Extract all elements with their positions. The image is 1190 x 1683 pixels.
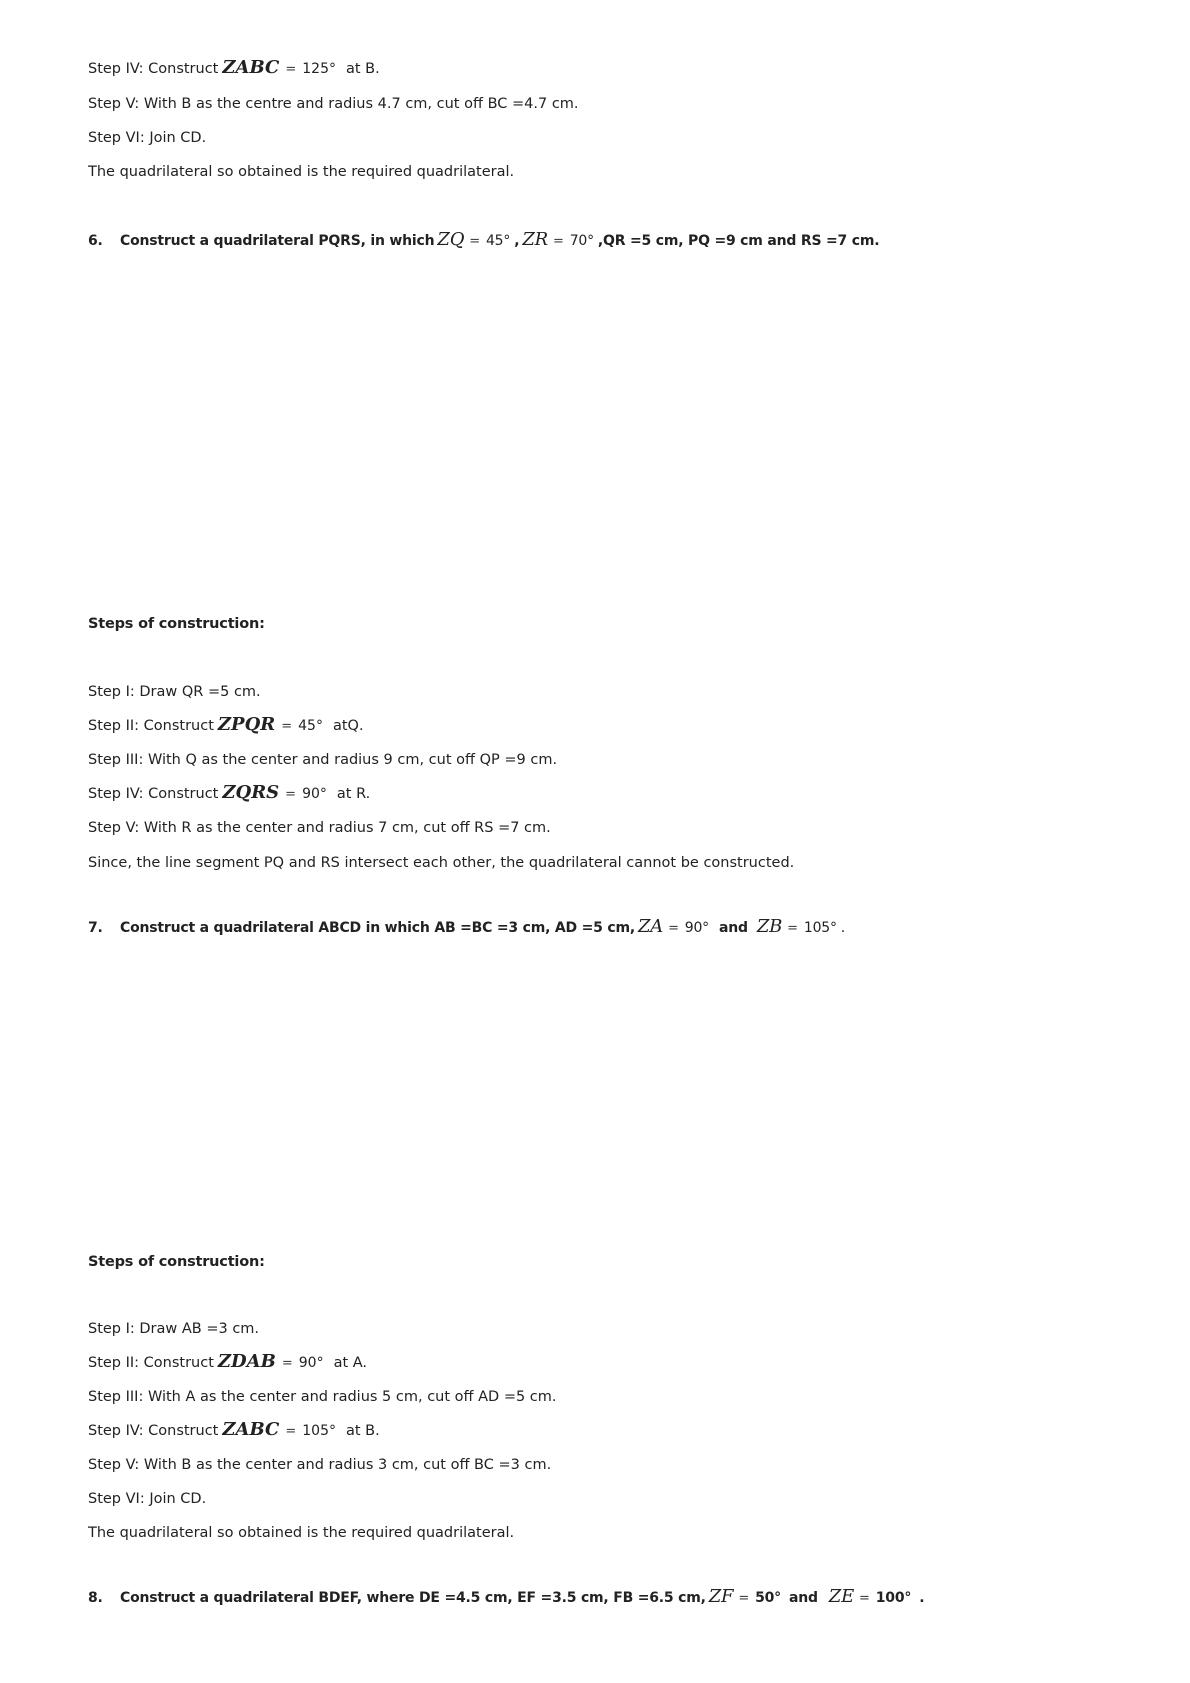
angle-symbol: ZE [828,1586,855,1607]
equals-sign: = [285,62,297,77]
angle-symbol: ZABC [222,1419,280,1440]
step-text-end: at B. [346,1423,380,1439]
question-text: Construct a quadrilateral BDEF, where DE =4.5 cm, EF =3.5 cm, FB =6.5 cm, [120,1590,706,1606]
question-end: . [919,1590,925,1606]
equals-sign: = [668,921,679,936]
question-text-end: ,QR =5 cm, PQ =9 cm and RS =7 cm. [597,233,880,249]
angle-value: 45° [298,718,323,734]
step-text: Step IV: Construct [88,61,219,77]
step-construct-pqr [88,715,364,737]
equals-sign: = [281,719,293,734]
equals-sign: = [552,234,564,249]
angle-value: 100° [875,1590,912,1606]
step-text: Step III: With A as the center and radius 5 cm, cut off AD =5 cm. [88,1389,557,1405]
angle-symbol: ZPQR [217,714,276,735]
equals-sign: = [285,787,297,802]
angle-symbol: ZA [637,916,664,937]
equals-sign: = [285,1424,297,1439]
step-text: Step V: With B as the center and radius 3 cm, cut off BC =3 cm. [88,1457,552,1473]
conclusion-text: Since, the line segment PQ and RS intersect each other, the quadrilateral cannot be constructed. [88,855,795,871]
step-text-end: at R. [336,786,371,802]
step-construct-abc [88,1420,380,1442]
step-text: Step II: Construct [88,718,214,734]
step-construct-dab [88,1352,367,1374]
step-text: Step I: Draw AB =3 cm. [88,1321,260,1337]
question-text: Construct a quadrilateral ABCD in which AB =BC =3 cm, AD =5 cm, [120,920,635,936]
equals-sign: = [859,1591,870,1606]
step-text: Step VI: Join CD. [88,130,207,146]
step-text: Step III: With Q as the center and radius 9 cm, cut off QP =9 cm. [88,752,558,768]
angle-value: 50° [755,1590,781,1606]
equals-sign: = [469,234,480,249]
conclusion-text: The quadrilateral so obtained is the required quadrilateral. [88,164,515,180]
question-number: 6. [88,233,103,249]
step-text: Step IV: Construct [88,786,219,802]
separator: , [514,233,520,249]
step-text: Step V: With B as the centre and radius 4.7 cm, cut off BC =4.7 cm. [88,96,579,112]
conjunction: and [788,1590,818,1606]
question-number: 8. [88,1590,103,1606]
angle-value: 90° [298,1355,324,1371]
step-text: Step I: Draw QR =5 cm. [88,684,261,700]
step-text: Step IV: Construct [88,1423,219,1439]
equals-sign: = [787,921,798,936]
step-text-end: at A. [333,1355,368,1371]
section-heading: Steps of construction: [88,616,265,632]
angle-value: 125° [302,61,336,77]
question-end: . [840,920,846,936]
angle-symbol: ZB [756,916,783,937]
step-text: Step VI: Join CD. [88,1491,207,1507]
angle-symbol: ZR [522,229,548,250]
step-text-end: at B. [346,61,380,77]
angle-value: 90° [302,786,327,802]
angle-symbol: ZQRS [222,782,280,803]
equals-sign: = [738,1591,750,1606]
step-text: Step II: Construct [88,1355,214,1371]
step-construct-qrs [88,783,370,805]
angle-value: 45° [485,233,511,249]
question-text: Construct a quadrilateral PQRS, in which [120,233,435,249]
angle-value: 90° [684,920,709,936]
question-number: 7. [88,920,103,936]
conclusion-text: The quadrilateral so obtained is the required quadrilateral. [88,1525,515,1541]
step-text-end: atQ. [332,718,364,734]
angle-value: 105° [302,1423,336,1439]
question-7 [88,917,849,939]
question-8 [88,1587,924,1609]
angle-symbol: ZDAB [217,1351,276,1372]
angle-symbol: ZF [708,1586,734,1607]
question-6 [88,230,879,252]
angle-value: 70° [569,233,594,249]
conjunction: and [718,920,748,936]
angle-symbol: ZQ [437,229,465,250]
step-text: Step V: With R as the center and radius 7 cm, cut off RS =7 cm. [88,820,551,836]
angle-symbol: ZABC [222,57,280,78]
equals-sign: = [281,1356,293,1371]
step-construct-abc [88,58,380,80]
angle-value: 105° [803,920,837,936]
section-heading: Steps of construction: [88,1254,265,1270]
